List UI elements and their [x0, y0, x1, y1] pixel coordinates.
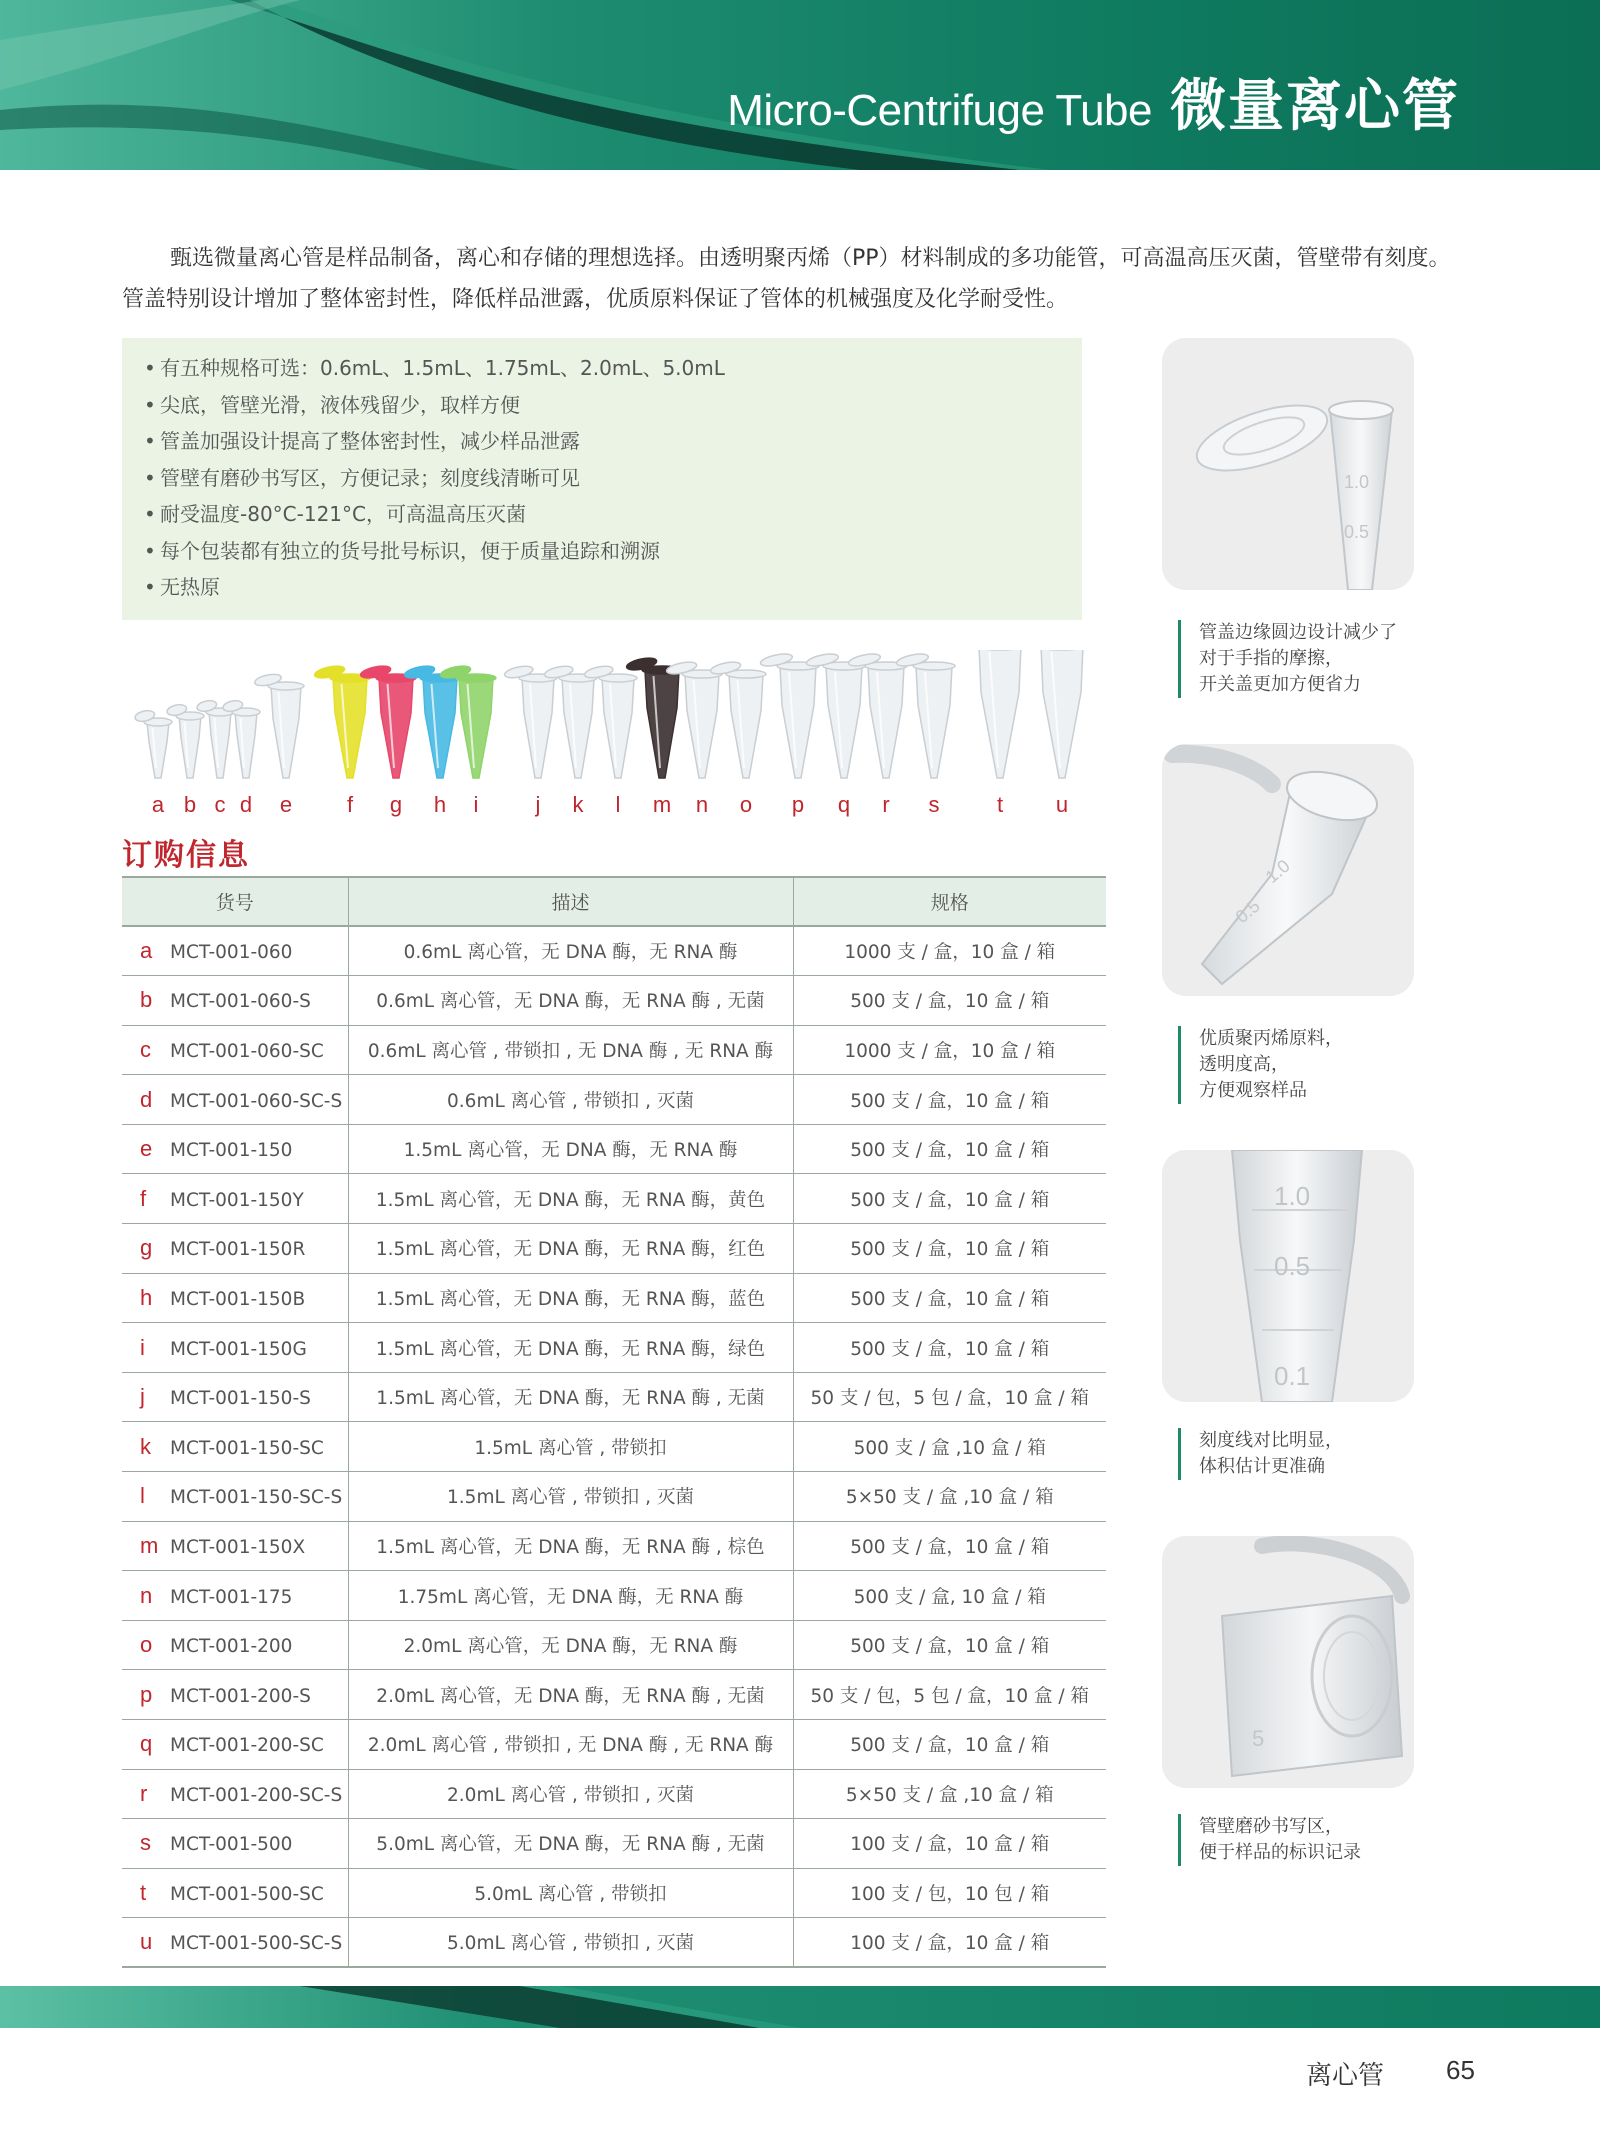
intro-line-1: 甄选微量离心管是样品制备，离心和存储的理想选择。由透明聚丙烯（PP）材料制成的多功能管，可高温高压灭菌，管壁带有刻度。: [170, 246, 1451, 271]
row-letter: b: [140, 987, 153, 1013]
cell-spec: 500 支 / 盒，10 盒 / 箱: [793, 1323, 1106, 1373]
tube-f-icon: [314, 664, 370, 778]
product-code: MCT-001-060: [170, 942, 293, 964]
bullet-icon: •: [144, 356, 156, 380]
table-row: [122, 1174, 1106, 1224]
caption-frosted-area: 管壁磨砂书写区， 便于样品的标识记录: [1178, 1814, 1361, 1866]
cell-code: [122, 1422, 348, 1472]
tube-j-icon: [504, 664, 557, 778]
column-header-description: 描述: [348, 877, 793, 926]
table-header-row: [122, 877, 1106, 926]
footer-section-name: 离心管: [1306, 2061, 1385, 2091]
product-code: MCT-001-060-SC-S: [170, 1090, 343, 1112]
tube-u-icon: [1017, 650, 1086, 778]
table-row: [122, 1620, 1106, 1670]
page-header: [0, 0, 1600, 170]
graduation-label: 0.5: [1344, 522, 1370, 542]
bullet-icon: •: [144, 429, 156, 453]
cell-spec: 50 支 / 包，5 包 / 盒，10 盒 / 箱: [793, 1372, 1106, 1422]
tube-letter-label: t: [996, 792, 1004, 817]
row-letter: t: [140, 1880, 147, 1906]
product-code: MCT-001-150X: [170, 1536, 306, 1558]
photo-tube-transparent: [1162, 744, 1414, 996]
photo-tube-graduation: [1162, 1150, 1414, 1402]
cell-description: 1.5mL 离心管，无 DNA 酶，无 RNA 酶: [348, 1124, 793, 1174]
bullet-icon: •: [144, 392, 156, 417]
cell-description: 1.5mL 离心管，无 DNA 酶，无 RNA 酶，黄色: [348, 1174, 793, 1224]
bullet-icon: •: [144, 465, 156, 490]
tube-letter-label: k: [572, 792, 584, 817]
row-letter: e: [140, 1136, 153, 1162]
table-row: [122, 976, 1106, 1026]
cell-description: 1.5mL 离心管，无 DNA 酶，无 RNA 酶，蓝色: [348, 1273, 793, 1323]
tube-letter-label: o: [739, 792, 753, 817]
product-code: MCT-001-200: [170, 1636, 293, 1658]
product-code: MCT-001-500-SC-S: [170, 1933, 343, 1955]
cell-spec: 500 支 / 盒 ,10 盒 / 箱: [793, 1422, 1106, 1472]
cell-spec: 500 支 / 盒，10 盒 / 箱: [793, 1075, 1106, 1125]
feature-item: • 尖底，管壁光滑，液体残留少，取样方便: [144, 387, 1082, 424]
cell-code: [122, 1273, 348, 1323]
cell-spec: 100 支 / 盒，10 盒 / 箱: [793, 1819, 1106, 1869]
tube-e-icon: [254, 672, 304, 778]
bullet-icon: •: [144, 502, 156, 526]
product-code: MCT-001-060-S: [170, 991, 311, 1013]
cell-description: 0.6mL 离心管，无 DNA 酶，无 RNA 酶 , 无菌: [348, 976, 793, 1026]
row-letter: a: [140, 938, 153, 964]
tube-letter-label: l: [615, 792, 621, 817]
page-number: 65: [1446, 2055, 1475, 2085]
product-code: MCT-001-150: [170, 1140, 293, 1162]
row-letter: h: [140, 1284, 153, 1310]
product-code: MCT-001-150G: [170, 1338, 307, 1360]
caption-graduation: 刻度线对比明显， 体积估计更准确: [1178, 1428, 1343, 1480]
row-letter: l: [140, 1483, 145, 1509]
tube-letter-label: q: [837, 792, 851, 817]
row-letter: o: [140, 1632, 153, 1658]
row-letter: i: [140, 1334, 145, 1360]
tube-letter-label: b: [183, 792, 197, 817]
cell-code: [122, 976, 348, 1026]
table-row: [122, 1769, 1106, 1819]
graduation-label: 0.1: [1274, 1361, 1311, 1391]
page-title: [727, 62, 1460, 142]
table-row: [122, 1819, 1106, 1869]
product-code: MCT-001-200-SC-S: [170, 1784, 343, 1806]
cell-description: 5.0mL 离心管 , 带锁扣: [348, 1868, 793, 1918]
tube-letter-label: f: [346, 792, 354, 817]
row-letter: g: [140, 1235, 153, 1261]
product-code: MCT-001-060-SC: [170, 1040, 324, 1062]
row-letter: s: [140, 1830, 151, 1856]
product-code: MCT-001-150-S: [170, 1388, 311, 1410]
graduation-label: 0.5: [1231, 895, 1264, 928]
tube-lineup-illustration: [118, 650, 1098, 790]
cell-description: 2.0mL 离心管，无 DNA 酶，无 RNA 酶: [348, 1620, 793, 1670]
cell-spec: 500 支 / 盒，10 盒 / 箱: [793, 1124, 1106, 1174]
cell-code: [122, 1868, 348, 1918]
cell-description: 0.6mL 离心管 , 带锁扣 , 灭菌: [348, 1075, 793, 1125]
table-row: [122, 926, 1106, 976]
cell-description: 0.6mL 离心管，无 DNA 酶，无 RNA 酶: [348, 926, 793, 976]
cell-code: [122, 1670, 348, 1720]
row-letter: k: [140, 1433, 151, 1459]
cell-code: [122, 1571, 348, 1621]
feature-box: [122, 338, 1082, 620]
cell-description: 1.5mL 离心管 , 带锁扣 , 灭菌: [348, 1472, 793, 1522]
row-letter: f: [140, 1185, 147, 1211]
cell-description: 1.5mL 离心管，无 DNA 酶，无 RNA 酶 , 无菌: [348, 1372, 793, 1422]
table-row: [122, 1571, 1106, 1621]
cell-spec: 1000 支 / 盒，10 盒 / 箱: [793, 1025, 1106, 1075]
tube-g-icon: [360, 664, 416, 778]
cell-code: [122, 1075, 348, 1125]
tube-letter-label: u: [1055, 792, 1069, 817]
cell-code: [122, 1472, 348, 1522]
cell-description: 0.6mL 离心管 , 带锁扣 , 无 DNA 酶 , 无 RNA 酶: [348, 1025, 793, 1075]
product-code: MCT-001-150-SC-S: [170, 1487, 343, 1509]
cell-spec: 500 支 / 盒，10 盒 / 箱: [793, 976, 1106, 1026]
tube-letter-label: i: [473, 792, 479, 817]
photo-tube-frosted-area: [1162, 1536, 1414, 1788]
cell-description: 1.5mL 离心管，无 DNA 酶，无 RNA 酶 , 棕色: [348, 1521, 793, 1571]
column-header-spec: 规格: [793, 877, 1106, 926]
cell-description: 2.0mL 离心管 , 带锁扣 , 灭菌: [348, 1769, 793, 1819]
tube-b-icon: [166, 703, 204, 778]
product-code: MCT-001-500: [170, 1834, 293, 1856]
column-header-code: 货号: [122, 877, 348, 926]
bullet-icon: •: [144, 538, 156, 563]
cell-code: [122, 1372, 348, 1422]
cell-code: [122, 1521, 348, 1571]
ordering-table: [122, 876, 1106, 1968]
product-code: MCT-001-150Y: [170, 1189, 304, 1211]
tube-t-icon: [955, 650, 1024, 778]
cell-code: [122, 1323, 348, 1373]
intro-paragraph: [122, 238, 1492, 320]
feature-list: [144, 350, 1082, 606]
caption-lid-design: 管盖边缘圆边设计减少了 对于手指的摩擦， 开关盖更加方便省力: [1178, 620, 1397, 698]
cell-spec: 500 支 / 盒，10 盒 / 箱: [793, 1720, 1106, 1770]
title-english: Micro-Centrifuge Tube: [727, 86, 1152, 135]
tube-p-icon: [760, 652, 819, 778]
graduation-label: 1.0: [1344, 472, 1370, 492]
product-code: MCT-001-175: [170, 1586, 293, 1608]
intro-line-2: 管盖特别设计增加了整体密封性，降低样品泄露，优质原料保证了管体的机械强度及化学耐受性。: [122, 287, 1069, 312]
table-row: [122, 1124, 1106, 1174]
graduation-label: 1.0: [1261, 855, 1294, 888]
cell-description: 1.5mL 离心管，无 DNA 酶，无 RNA 酶，绿色: [348, 1323, 793, 1373]
product-code: MCT-001-200-SC: [170, 1735, 324, 1757]
table-row: [122, 1323, 1106, 1373]
row-letter: u: [140, 1929, 153, 1955]
tube-letter-label: p: [791, 792, 805, 817]
table-row: [122, 1472, 1106, 1522]
tube-letter-label: d: [239, 792, 253, 817]
caption-transparency: 优质聚丙烯原料， 透明度高， 方便观察样品: [1178, 1026, 1343, 1104]
product-code: MCT-001-150-SC: [170, 1437, 324, 1459]
tube-letter-label: g: [389, 792, 403, 817]
title-chinese: 微量离心管: [1170, 74, 1460, 139]
feature-item: • 管壁有磨砂书写区，方便记录；刻度线清晰可见: [144, 460, 1082, 497]
cell-description: 1.5mL 离心管，无 DNA 酶，无 RNA 酶，红色: [348, 1224, 793, 1274]
table-row: [122, 1670, 1106, 1720]
product-code: MCT-001-500-SC: [170, 1884, 324, 1906]
row-letter: c: [140, 1036, 151, 1062]
cell-code: [122, 1819, 348, 1869]
product-code: MCT-001-150B: [170, 1288, 306, 1310]
row-letter: p: [140, 1681, 153, 1707]
tube-letter-label: s: [928, 792, 940, 817]
ordering-title: 订购信息: [122, 838, 250, 873]
cell-spec: 500 支 / 盒，10 盒 / 箱: [793, 1620, 1106, 1670]
graduation-label: 1.0: [1274, 1181, 1311, 1211]
row-letter: n: [140, 1582, 153, 1608]
cell-code: [122, 1124, 348, 1174]
cell-code: [122, 1769, 348, 1819]
table-row: [122, 1422, 1106, 1472]
tube-letter-label: j: [535, 792, 541, 817]
cell-code: [122, 1025, 348, 1075]
cell-description: 2.0mL 离心管 , 带锁扣 , 无 DNA 酶 , 无 RNA 酶: [348, 1720, 793, 1770]
tube-letter-label: r: [882, 792, 890, 817]
cell-code: [122, 1918, 348, 1968]
cell-code: [122, 1224, 348, 1274]
tube-lineup: [118, 650, 1098, 820]
cell-spec: 500 支 / 盒，10 盒 / 箱: [793, 1521, 1106, 1571]
product-code: MCT-001-150R: [170, 1239, 306, 1261]
graduation-label: 5: [1252, 1726, 1265, 1751]
table-row: [122, 1372, 1106, 1422]
cell-description: 1.5mL 离心管 , 带锁扣: [348, 1422, 793, 1472]
table-row: [122, 1075, 1106, 1125]
tube-letter-label: h: [433, 792, 447, 817]
row-letter: m: [140, 1532, 159, 1558]
cell-spec: 5×50 支 / 盒 ,10 盒 / 箱: [793, 1769, 1106, 1819]
table-row: [122, 1273, 1106, 1323]
tube-a-icon: [134, 709, 172, 778]
feature-item: • 有五种规格可选：0.6mL、1.5mL、1.75mL、2.0mL、5.0mL: [144, 350, 1082, 387]
cell-code: [122, 1174, 348, 1224]
cell-code: [122, 1620, 348, 1670]
tube-letter-label: m: [652, 792, 672, 817]
cell-spec: 500 支 / 盒, 10 盒 / 箱: [793, 1571, 1106, 1621]
cell-spec: 500 支 / 盒，10 盒 / 箱: [793, 1174, 1106, 1224]
footer-band: [0, 1986, 1600, 2028]
row-letter: r: [140, 1780, 148, 1806]
bullet-icon: •: [144, 575, 156, 599]
table-row: [122, 1720, 1106, 1770]
photo-tube-open-lid: [1162, 338, 1414, 590]
row-letter: d: [140, 1086, 153, 1112]
table-row: [122, 1224, 1106, 1274]
tube-letter-label: a: [151, 792, 165, 817]
cell-spec: 5×50 支 / 盒 ,10 盒 / 箱: [793, 1472, 1106, 1522]
cell-spec: 500 支 / 盒，10 盒 / 箱: [793, 1224, 1106, 1274]
table-row: [122, 1521, 1106, 1571]
cell-spec: 100 支 / 包，10 包 / 箱: [793, 1868, 1106, 1918]
tube-letter-label: e: [279, 792, 293, 817]
row-letter: q: [140, 1731, 153, 1757]
table-row: [122, 1025, 1106, 1075]
row-letter: j: [140, 1384, 145, 1410]
cell-code: [122, 1720, 348, 1770]
feature-item: • 耐受温度-80°C-121°C，可高温高压灭菌: [144, 496, 1082, 533]
feature-item: • 管盖加强设计提高了整体密封性，减少样品泄露: [144, 423, 1082, 460]
cell-spec: 500 支 / 盒，10 盒 / 箱: [793, 1273, 1106, 1323]
table-row: [122, 1868, 1106, 1918]
cell-description: 1.75mL 离心管，无 DNA 酶，无 RNA 酶: [348, 1571, 793, 1621]
tube-letter-label: n: [695, 792, 709, 817]
feature-item: • 每个包装都有独立的货号批号标识，便于质量追踪和溯源: [144, 533, 1082, 570]
cell-description: 2.0mL 离心管，无 DNA 酶，无 RNA 酶 , 无菌: [348, 1670, 793, 1720]
cell-description: 5.0mL 离心管，无 DNA 酶，无 RNA 酶 , 无菌: [348, 1819, 793, 1869]
cell-spec: 1000 支 / 盒，10 盒 / 箱: [793, 926, 1106, 976]
table-row: [122, 1918, 1106, 1968]
feature-item: • 无热原: [144, 569, 1082, 606]
product-code: MCT-001-200-S: [170, 1685, 311, 1707]
cell-description: 5.0mL 离心管 , 带锁扣 , 灭菌: [348, 1918, 793, 1968]
ordering-table-body: [122, 926, 1106, 1967]
cell-code: [122, 926, 348, 976]
cell-spec: 100 支 / 盒，10 盒 / 箱: [793, 1918, 1106, 1968]
graduation-label: 0.5: [1274, 1251, 1311, 1281]
tube-letter-label: c: [214, 792, 226, 817]
cell-spec: 50 支 / 包，5 包 / 盒，10 盒 / 箱: [793, 1670, 1106, 1720]
